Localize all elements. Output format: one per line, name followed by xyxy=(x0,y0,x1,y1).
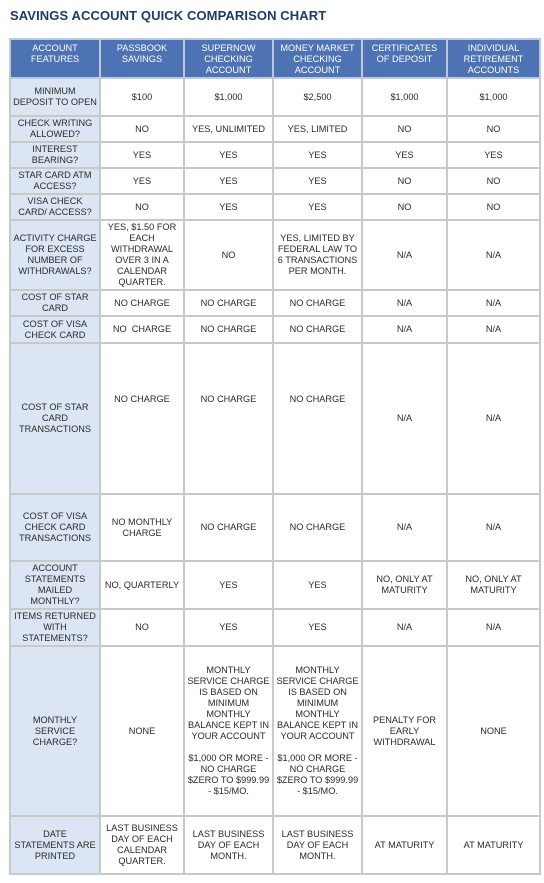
table-cell: NO, ONLY AT MATURITY xyxy=(447,561,540,609)
table-cell: N/A xyxy=(447,316,540,343)
table-row xyxy=(10,646,540,816)
table-row xyxy=(10,816,540,874)
table-cell: AT MATURITY xyxy=(362,816,447,874)
table-cell: YES, LIMITED xyxy=(273,116,362,142)
header-row xyxy=(10,39,540,78)
table-row xyxy=(10,78,540,116)
column-header-money-market: MONEY MARKET CHECKING ACCOUNT xyxy=(273,39,362,78)
feature-label: COST OF STAR CARD TRANSACTIONS xyxy=(10,343,100,494)
table-cell: $1,000 xyxy=(362,78,447,116)
table-row xyxy=(10,142,540,168)
feature-label: ITEMS RETURNED WITH STATEMENTS? xyxy=(10,609,100,646)
table-row xyxy=(10,343,540,494)
table-cell: YES xyxy=(273,194,362,220)
feature-label: ACCOUNT STATEMENTS MAILED MONTHLY? xyxy=(10,561,100,609)
table-cell: NO CHARGE xyxy=(273,316,362,343)
table-cell: NO CHARGE xyxy=(184,343,273,494)
table-cell: N/A xyxy=(447,609,540,646)
table-cell: N/A xyxy=(447,290,540,316)
table-cell: YES xyxy=(184,609,273,646)
table-cell: YES xyxy=(447,142,540,168)
table-cell: N/A xyxy=(447,220,540,290)
feature-label: COST OF VISA CHECK CARD TRANSACTIONS xyxy=(10,494,100,561)
page-title: SAVINGS ACCOUNT QUICK COMPARISON CHART xyxy=(10,8,327,23)
feature-label: INTEREST BEARING? xyxy=(10,142,100,168)
table-cell: NO xyxy=(447,116,540,142)
table-cell: NO, ONLY AT MATURITY xyxy=(362,561,447,609)
table-cell: NO CHARGE xyxy=(100,290,184,316)
feature-label: STAR CARD ATM ACCESS? xyxy=(10,168,100,194)
table-row xyxy=(10,561,540,609)
table-cell: YES xyxy=(100,168,184,194)
table-cell: LAST BUSINESS DAY OF EACH CALENDAR QUARTER. xyxy=(100,816,184,874)
table-cell: N/A xyxy=(362,494,447,561)
table-cell: NO xyxy=(362,168,447,194)
table-cell: NONE xyxy=(100,646,184,816)
table-cell: YES xyxy=(273,142,362,168)
comparison-table xyxy=(9,38,541,875)
table-cell: YES, LIMITED BY FEDERAL LAW TO 6 TRANSACTIONS PER MONTH. xyxy=(273,220,362,290)
table-row xyxy=(10,194,540,220)
feature-label: DATE STATEMENTS ARE PRINTED xyxy=(10,816,100,874)
feature-label: COST OF STAR CARD xyxy=(10,290,100,316)
table-cell: YES xyxy=(100,142,184,168)
column-header-features: ACCOUNT FEATURES xyxy=(10,39,100,78)
table-cell: NO CHARGE xyxy=(184,316,273,343)
table-cell: NO xyxy=(362,194,447,220)
table-cell: N/A xyxy=(447,494,540,561)
table-cell: YES, $1.50 FOR EACH WITHDRAWAL OVER 3 IN A CALENDAR QUARTER. xyxy=(100,220,184,290)
table-cell: YES xyxy=(273,168,362,194)
feature-label: VISA CHECK CARD/ ACCESS? xyxy=(10,194,100,220)
feature-label: CHECK WRITING ALLOWED? xyxy=(10,116,100,142)
table-cell: NO xyxy=(100,609,184,646)
table-cell: N/A xyxy=(362,290,447,316)
table-cell: LAST BUSINESS DAY OF EACH MONTH. xyxy=(184,816,273,874)
table-row xyxy=(10,220,540,290)
table-row xyxy=(10,609,540,646)
table-cell: NO xyxy=(447,168,540,194)
table-cell: NO xyxy=(447,194,540,220)
table-cell: YES xyxy=(184,561,273,609)
feature-label: MONTHLY SERVICE CHARGE? xyxy=(10,646,100,816)
table-cell: LAST BUSINESS DAY OF EACH MONTH. xyxy=(273,816,362,874)
table-row xyxy=(10,494,540,561)
table-cell: $1,000 xyxy=(184,78,273,116)
table-cell: YES xyxy=(362,142,447,168)
table-cell: NO xyxy=(362,116,447,142)
table-cell: NO CHARGE xyxy=(100,316,184,343)
column-header-passbook: PASSBOOK SAVINGS xyxy=(100,39,184,78)
table-cell: NO CHARGE xyxy=(273,343,362,494)
table-cell: MONTHLY SERVICE CHARGE IS BASED ON MINIMUM MONTHLY BALANCE KEPT IN YOUR ACCOUNT $1,000 OR MORE - NO CHARGE $ZERO TO $999.99 - $15/MO. xyxy=(184,646,273,816)
table-cell: YES, UNLIMITED xyxy=(184,116,273,142)
table-row xyxy=(10,116,540,142)
column-header-ira: INDIVIDUAL RETIREMENT ACCOUNTS xyxy=(447,39,540,78)
table-cell: NO CHARGE xyxy=(184,290,273,316)
table-cell: NO CHARGE xyxy=(273,494,362,561)
table-cell: N/A xyxy=(362,609,447,646)
table-cell: $100 xyxy=(100,78,184,116)
column-header-cd: CERTIFICATES OF DEPOSIT xyxy=(362,39,447,78)
table-cell: NO CHARGE xyxy=(273,290,362,316)
table-cell: NO CHARGE xyxy=(184,494,273,561)
feature-label: MINIMUM DEPOSIT TO OPEN xyxy=(10,78,100,116)
table-cell: NO CHARGE xyxy=(100,343,184,494)
table-cell: N/A xyxy=(362,316,447,343)
table-cell: MONTHLY SERVICE CHARGE IS BASED ON MINIMUM MONTHLY BALANCE KEPT IN YOUR ACCOUNT $1,000 OR MORE - NO CHARGE $ZERO TO $999.99 - $15/MO. xyxy=(273,646,362,816)
table-cell: N/A xyxy=(362,343,447,494)
table-row xyxy=(10,290,540,316)
table-cell: N/A xyxy=(362,220,447,290)
table-cell: AT MATURITY xyxy=(447,816,540,874)
table-cell: NO xyxy=(100,194,184,220)
table-cell: $2,500 xyxy=(273,78,362,116)
table-cell: NO xyxy=(184,220,273,290)
table-cell: YES xyxy=(273,609,362,646)
feature-label: ACTIVITY CHARGE FOR EXCESS NUMBER OF WITHDRAWALS? xyxy=(10,220,100,290)
feature-label: COST OF VISA CHECK CARD xyxy=(10,316,100,343)
table-row xyxy=(10,316,540,343)
table-cell: NO MONTHLY CHARGE xyxy=(100,494,184,561)
table-cell: YES xyxy=(184,194,273,220)
table-cell: PENALTY FOR EARLY WITHDRAWAL xyxy=(362,646,447,816)
table-row xyxy=(10,168,540,194)
table-cell: NONE xyxy=(447,646,540,816)
table-cell: $1,000 xyxy=(447,78,540,116)
table-cell: YES xyxy=(273,561,362,609)
table-cell: YES xyxy=(184,142,273,168)
table-cell: NO xyxy=(100,116,184,142)
column-header-supernow: SUPERNOW CHECKING ACCOUNT xyxy=(184,39,273,78)
table-cell: N/A xyxy=(447,343,540,494)
table-cell: YES xyxy=(184,168,273,194)
table-cell: NO, QUARTERLY xyxy=(100,561,184,609)
